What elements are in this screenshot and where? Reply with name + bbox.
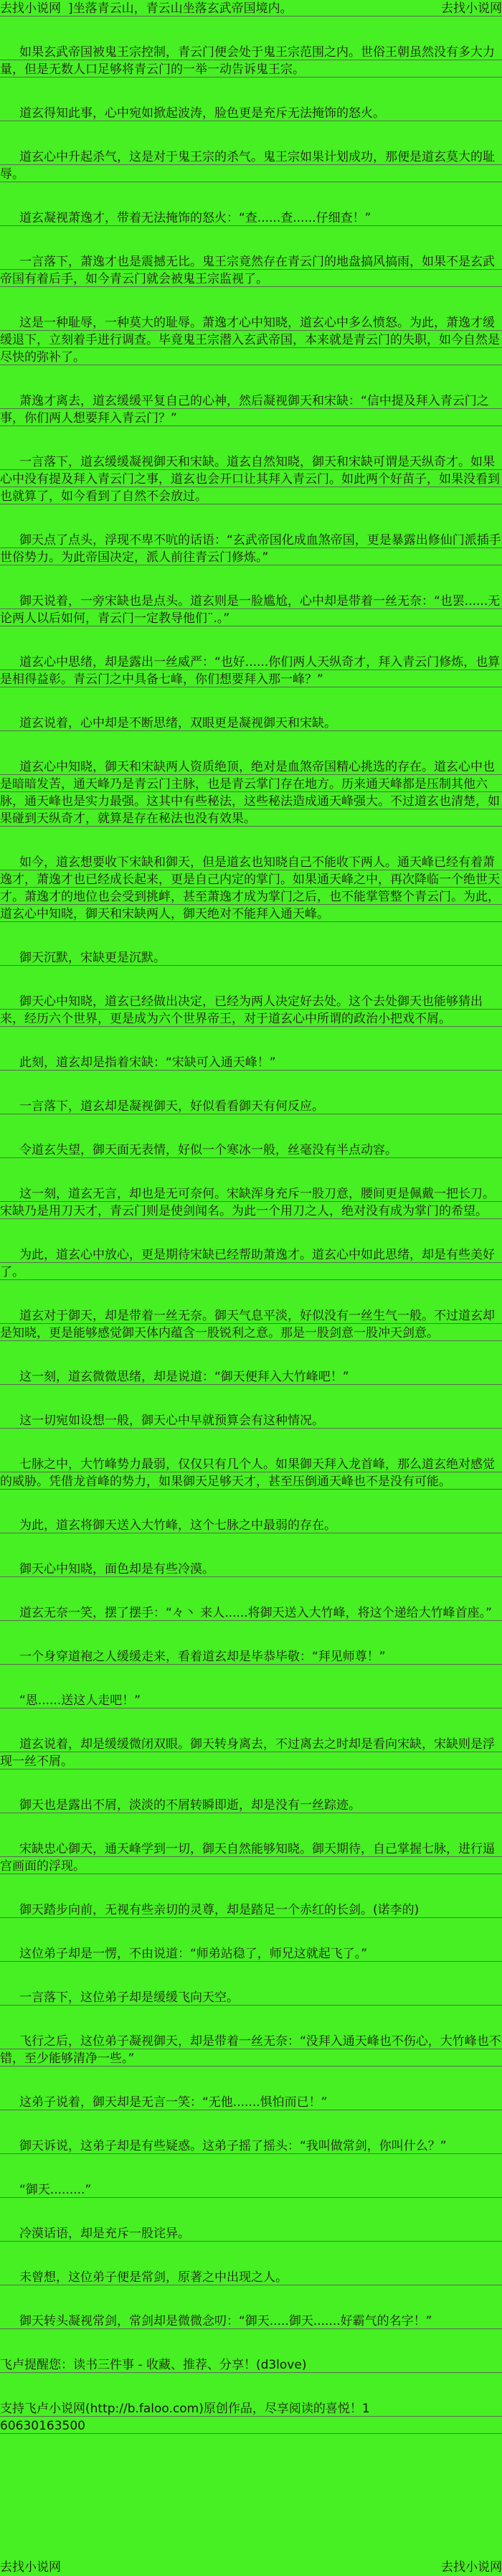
paragraph: 宋缺忠心御天，通天峰学到一切，御天自然能够知晓。御天期待，自己掌握七脉，进行逼宫画面的浮现。 [0,1841,502,1875]
support-id: 60630163500 [0,2419,85,2433]
site-watermark-bottom-right[interactable]: 去找小说网 [441,2560,502,2575]
paragraph: 道玄凝视萧逸才，带着无法掩饰的怒火：“查......查......仔细查！” [0,210,502,227]
paragraph: 为此，道玄心中放心，更是期待宋缺已经帮助萧逸才。道玄心中如此思绪，却是有些美好了。 [0,1246,502,1281]
paragraph: 这是一种耻辱，一种莫大的耻辱。萧逸才心中知晓，道玄心中多么愤怒。为此，萧逸才缓缓退下，立刻着手进行调查。毕竟鬼王宗潜入玄武帝国，本来就是青云门的失职，如今自然是尽快的弥补了。 [0,314,502,366]
paragraph: 一言落下，道玄却是凝视御天，好似看看御天有何反应。 [0,1098,502,1115]
header-line [0,0,502,17]
paragraph: 此刻，道玄却是指着宋缺：“宋缺可入通天峰！” [0,1054,502,1071]
paragraph: 一言落下，这位弟子却是缓缓飞向天空。 [0,1989,502,2006]
paragraph: 道玄得知此事，心中宛如掀起波涛，脸色更是充斥无法掩饰的怒火。 [0,105,502,122]
reminder-line: 飞卢提醒您：读书三件事 - 收藏、推荐、分享！(d3love) [0,2356,502,2374]
paragraph: 御天心中知晓，道玄已经做出决定，已经为两人决定好去处。这个去处御天也能够猜出来，经历六个世界，更是成为六个世界帝王，对于道玄心中所谓的政治小把戏不屑。 [0,993,502,1028]
paragraph: 这一刻，道玄微微思绪，却是说道：“御天便拜入大竹峰吧！” [0,1368,502,1386]
paragraph: 御天说着，一旁宋缺也是点头。道玄则是一脸尴尬，心中却是带着一丝无奈：“也罢......无论两人以后如何，青云门一定教导他们¨.。” [0,593,502,627]
footer-line [0,2559,502,2576]
support-text: 支持飞卢小说网(http://b.faloo.com)原创作品，尽享阅读的喜悦！1 [0,2402,370,2416]
paragraph: 道玄心中升起杀气，这是对于鬼王宗的杀气。鬼王宗如果计划成功，那便是道玄莫大的耻辱。 [0,149,502,183]
paragraph: 冷漠话语，却是充斥一股诧异。 [0,2225,502,2242]
site-watermark-top-right[interactable]: 去找小说网 [441,1,502,16]
paragraph: 一个身穿道袍之人缓缓走来，看着道玄却是毕恭毕敬：“拜见师尊！” [0,1648,502,1665]
paragraph: 道玄说着，心中却是不断思绪，双眼更是凝视御天和宋缺。 [0,715,502,732]
paragraph: 道玄心中知晓，御天和宋缺两人资质绝顶，绝对是血煞帝国精心挑选的存在。道玄心中也是暗暗发苦，通天峰乃是青云门主脉，也是青云掌门存在地方。历来通天峰都是压制其他六脉，通天峰也是实力最强。这其中有些秘法，这些秘法造成通天峰强大。不过道玄也清楚，如果碰到天纵奇才，就算是存在秘法也没有效果。 [0,758,502,827]
paragraph: 御天踏步向前，无视有些亲切的灵尊，却是踏足一个赤红的长剑。(诺李的) [0,1902,502,1919]
paragraph: 御天沉默，宋缺更是沉默。 [0,949,502,967]
paragraph: 这位弟子却是一愣，不由说道：“师弟站稳了，师兄这就起飞了。” [0,1945,502,1962]
paragraph: 七脉之中，大竹峰势力最弱，仅仅只有几个人。如果御天拜入龙首峰，那么道玄绝对感觉的威胁。凭借龙首峰的势力，如果御天足够天才，甚至压倒通天峰也不是没有可能。 [0,1456,502,1490]
paragraph: 御天诉说，这弟子却是有些疑惑。这弟子摇了摇头：“我叫做常剑，你叫什么？” [0,2138,502,2155]
novel-first-line: ]坐落青云山，青云山坐落玄武帝国境内。 [68,1,293,16]
paragraph: “恩......送这人走吧！” [0,1692,502,1709]
paragraph: 萧逸才离去，道玄缓缓平复自己的心神，然后凝视御天和宋缺：“信中提及拜入青云门之事，你们两人想要拜入青云门？” [0,392,502,427]
paragraph: 御天心中知晓，面色却是有些冷漠。 [0,1561,502,1578]
paragraph: 如今，道玄想要收下宋缺和御天，但是道玄也知晓自己不能收下两人。通天峰已经有着萧逸才，萧逸才也已经成长起来，更是自己内定的掌门。如果通天峰之中，再次降临一个绝世天才。萧逸才的地位也会受到挑衅，甚至萧逸才成为掌门之后，也不能掌管整个青云门。为此，道玄心中知晓，御天和宋缺两人，御天绝对不能拜入通天峰。 [0,854,502,923]
paragraph: “御天.........” [0,2181,502,2199]
novel-body [0,44,502,2356]
support-line [0,2400,502,2435]
paragraph: 令道玄失望，御天面无表情，好似一个寒冰一般，丝毫没有半点动容。 [0,1142,502,1159]
paragraph: 御天也是露出不屑，淡淡的不屑转瞬即逝，却是没有一丝踪迹。 [0,1797,502,1814]
paragraph: 道玄对于御天，却是带着一丝无奈。御天气息平淡，好似没有一丝生气一般。不过道玄却是知晓，更是能够感觉御天体内蕴含一股锐利之意。那是一股剑意一股冲天剑意。 [0,1307,502,1342]
paragraph: 如果玄武帝国被鬼王宗控制，青云门便会处于鬼王宗范围之内。世俗王朝虽然没有多大力量，但是无数人口足够将青云门的一举一动告诉鬼王宗。 [0,44,502,78]
paragraph: 飞行之后，这位弟子凝视御天，却是带着一丝无奈：“没拜入通天峰也不伤心，大竹峰也不错，至少能够清净一些。” [0,2034,501,2066]
paragraph: 道玄说着，却是缓缓微闭双眼。御天转身离去，不过离去之时却是看向宋缺，宋缺则是浮现一丝不屑。 [0,1736,502,1770]
paragraph: 道玄无奈一笑，摆了摆手：“々丶 来人......将御天送入大竹峰，将这个递给大竹峰首座。” [0,1604,502,1622]
paragraph: 一言落下，道玄缓缓凝视御天和宋缺。道玄自然知晓，御天和宋缺可谓是天纵奇才。如果心中没有提及拜入青云门之事，道玄也会开口让其拜入青云门。如此两个好苗子，如果没看到也就算了，如今看到了自然不会放过。 [0,453,502,505]
paragraph: 未曾想，这位弟子便是常剑，原著之中出现之人。 [0,2269,502,2286]
site-watermark-top-left[interactable]: 去找小说网 [0,1,61,16]
paragraph: 为此，道玄将御天送入大竹峰，这个七脉之中最弱的存在。 [0,1517,502,1534]
paragraph: 御天点了点头，浮现不卑不吭的话语：“玄武帝国化成血煞帝国，更是暴露出修仙门派插手世俗势力。为此帝国决定，派人前往青云门修炼。” [0,533,501,565]
paragraph: 一言落下，萧逸才也是震撼无比。鬼王宗竟然存在青云门的地盘搞风搞雨，如果不是玄武帝国有着后手，如今青云门就会被鬼王宗监视了。 [0,253,502,288]
paragraph: 这一刻，道玄无言，却也是无可奈何。宋缺浑身充斥一股刀意，腰间更是佩戴一把长刀。宋缺乃是用刀天才，青云门则是使剑闻名。为此一个用刀之人，绝对没有成为掌门的希望。 [0,1185,502,1220]
paragraph: 这弟子说着，御天却是无言一笑：“无他.......惧怕而已！” [0,2094,502,2111]
paragraph: 道玄心中思绪，却是露出一丝威严：“也好......你们两人天纵奇才，拜入青云门修炼，也算是相得益彰。青云门之中具备七峰，你们想要拜入那一峰？” [0,654,502,688]
site-watermark-bottom-left[interactable]: 去找小说网 [0,2560,61,2575]
paragraph: 御天转头凝视常剑，常剑却是微微念叨：“御天.....御天.......好霸气的名字！” [0,2313,502,2330]
paragraph: 这一切宛如设想一般，御天心中早就预算会有这种情况。 [0,1412,502,1429]
